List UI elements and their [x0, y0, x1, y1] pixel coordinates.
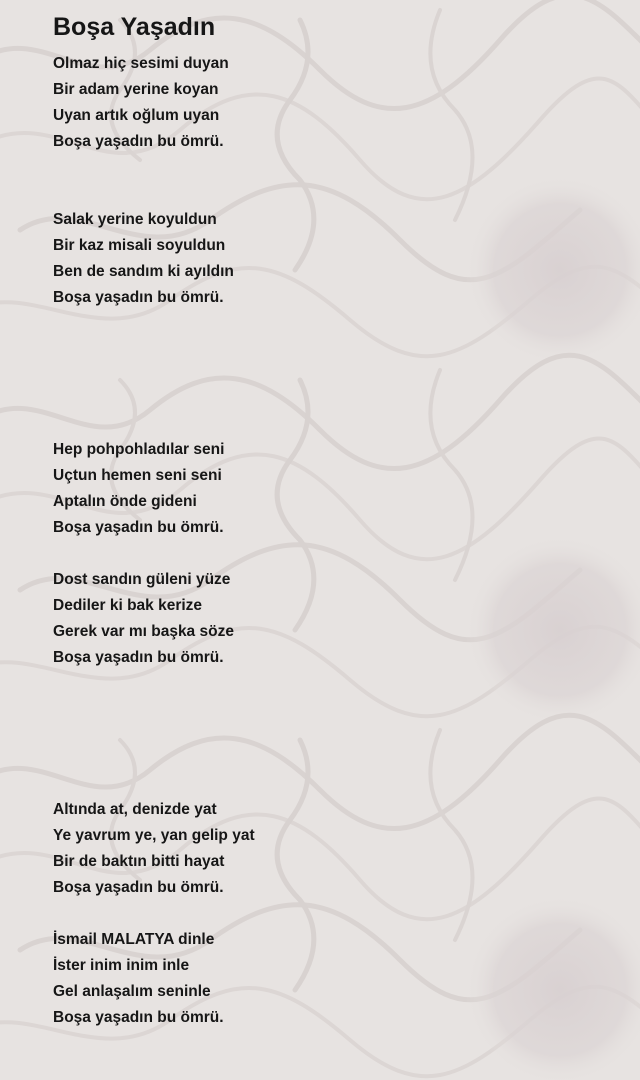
poem-line: Bir de baktın bitti hayat	[53, 853, 225, 870]
poem-line: Ben de sandım ki ayıldın	[53, 263, 234, 280]
poem-line: Dost sandın güleni yüze	[53, 571, 231, 588]
poem-line: Aptalın önde gideni	[53, 493, 197, 510]
poem-line: Bir adam yerine koyan	[53, 81, 219, 98]
poem-line: Boşa yaşadın bu ömrü.	[53, 289, 224, 306]
poem-line: Uçtun hemen seni seni	[53, 467, 222, 484]
poem-line: Boşa yaşadın bu ömrü.	[53, 519, 224, 536]
poem-line: Gel anlaşalım seninle	[53, 983, 211, 1000]
poem-line: Salak yerine koyuldun	[53, 211, 217, 228]
poem-line: Ye yavrum ye, yan gelip yat	[53, 827, 255, 844]
poem-line: Olmaz hiç sesimi duyan	[53, 55, 229, 72]
poem-line: Boşa yaşadın bu ömrü.	[53, 649, 224, 666]
poem-line: Dediler ki bak kerize	[53, 597, 203, 614]
poem-line: İsmail MALATYA dinle	[53, 931, 215, 948]
poem-line: Altında at, denizde yat	[53, 801, 217, 818]
poem-line: Boşa yaşadın bu ömrü.	[53, 133, 224, 150]
poem-title: Boşa Yaşadın	[53, 13, 216, 41]
poem-line: Uyan artık oğlum uyan	[53, 107, 220, 124]
poem-line: Boşa yaşadın bu ömrü.	[53, 879, 224, 896]
poem-line: Hep pohpohladılar seni	[53, 441, 225, 458]
poem-line: Gerek var mı başka söze	[53, 623, 234, 640]
poem-line: Bir kaz misali soyuldun	[53, 237, 226, 254]
poem-line: İster inim inim inle	[53, 957, 190, 974]
poem-line: Boşa yaşadın bu ömrü.	[53, 1009, 224, 1026]
